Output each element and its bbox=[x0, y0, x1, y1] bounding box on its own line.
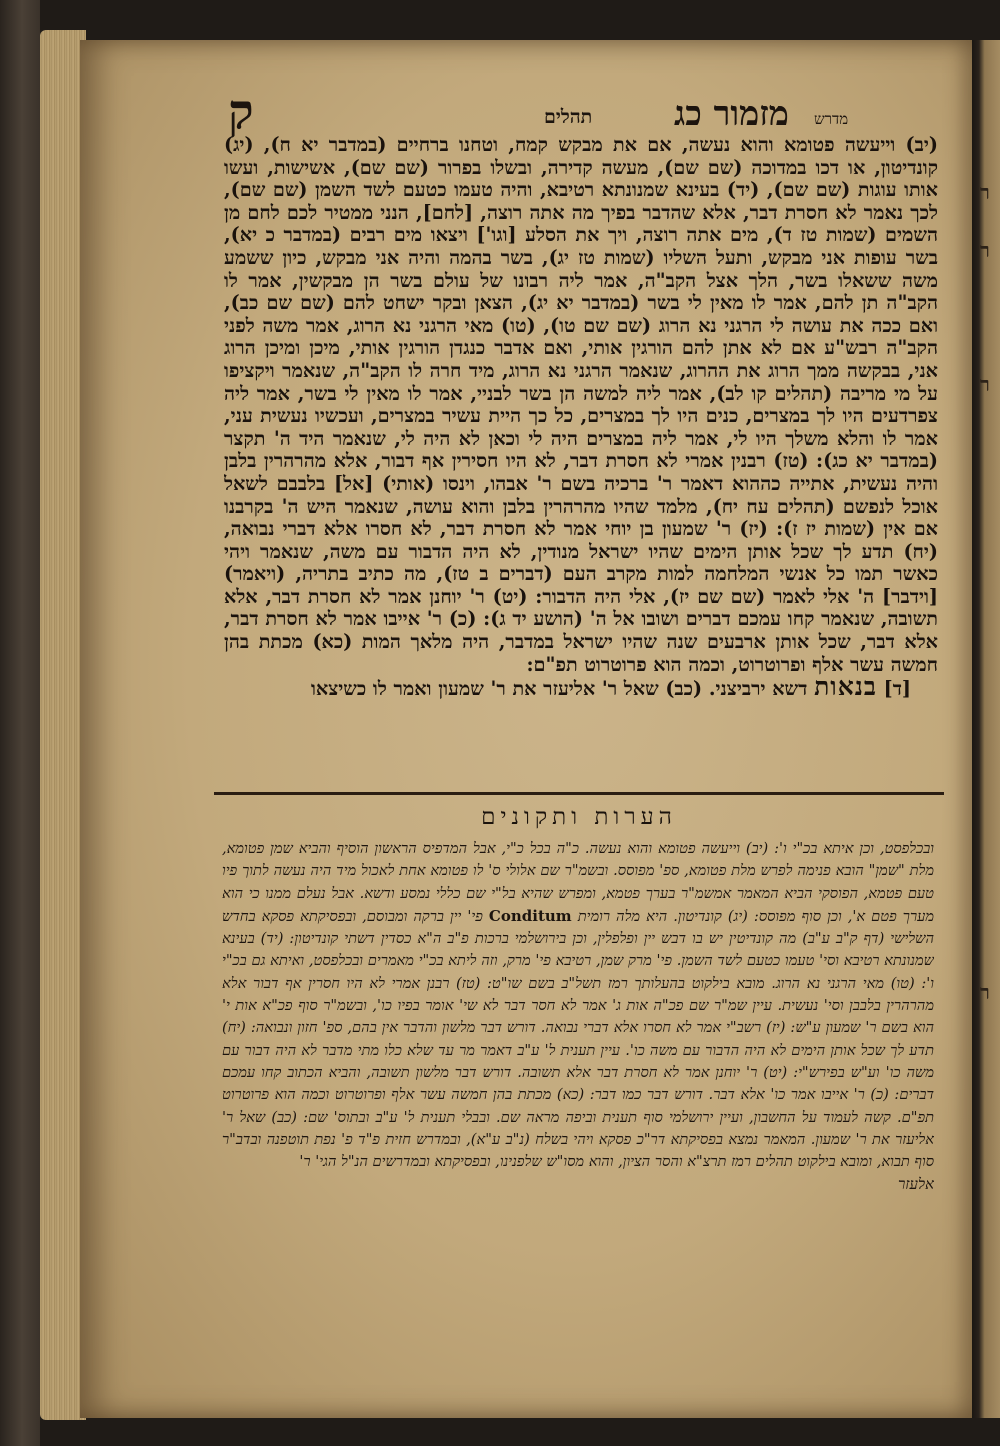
section-divider bbox=[214, 792, 944, 795]
book-title: תהלים bbox=[544, 106, 593, 128]
psalm-title: מזמור כג bbox=[674, 94, 789, 134]
adjacent-page-glyph: ר bbox=[980, 980, 990, 1004]
page-number: ק bbox=[228, 84, 254, 140]
adjacent-page-glyph: ר bbox=[980, 180, 990, 204]
section-marker: [ד] bbox=[883, 677, 912, 701]
section-label: מדרש bbox=[814, 110, 849, 128]
notes-text-part-2: פי' יין ברקה ומבוסם, ובפסיקתא פסקא בחדש השלישי (דף ק"ב ע"ב) מה קונדיטין יש בו דבש יין ופלפלין, וכן בירושלמי ברכות פ"ב ה"א כסדין דשתי קונדיטון: (יד) בעינא שמנונתא רטיבא וסי' טעמו כטעם לשד השמן. פי' מרק שמן, רטיבא פי' מרק, וזה ליתא בכ"י מאמרים ובכלפסט, ואיתא גם בכ"י ו': (טו) מאי הרגני נא הרוג. מובא בילקוט בהעלותך רמז תשל"ב בשם שו"ט: (טז) רבנן אמרי לא היו חסרין אף דבור אלא מהרהרין בלבבן וסי' נעשית. עיין שמ"ר שם פכ"ה אות ג' אמר לא חסר דבר לא שי' אומר בפיו כו', ובשמ"ר סוף פכ"א אות י' הוא בשם ר' שמעון ע"ש: (יז) רשב"י אמר לא חסרו אלא דברי נבואה. דורש דבר מלשון והדבר אין בהם, ספ' חזון ונבואה: (יח) תדע לך שכל אותן הימים לא היה הדבור עם משה כו'. עיין תענית ל' ע"ב דאמר מר עד שלא כלו מתי מדבר לא היה דבור עם משה כו' וע"ש בפירש"י: (יט) ר' יוחנן אמר לא חסרת דבר אלא תשובה. דורש דבר מלשון תשובה, והביא הכתוב קחו עמכם דברים: (כ) ר' אייבו אמר כו' אלא דבר. דורש דבר כמו דבר: (כא) מכתת בהן חמשה עשר אלף ופרוטרוט וכמה הוא פרוטרוט תפ"ם. קשה לעמוד על החשבון, ועיין ירושלמי סוף תענית וביפה מראה שם. ובבלי תענית ל' ע"ב ובתוס' שם: (כב) שאל ר' אליעזר את ר' שמעון. המאמר נמצא בפסיקתא דר"כ פסקא ויהי בשלח (נ"ב ע"א), ובמדרש חזית פ"ד פ' נפת תוטפנה ובדב"ר סוף תבוא, ומובא בילקוט תהלים רמז תרצ"א והסר הציון, והוא מסו"ש שלפנינו, ובפסיקתא ובמדרשים הנ"ל הגי' ר' bbox=[222, 907, 934, 1171]
adjacent-page-glyph: ר bbox=[980, 372, 990, 396]
notes-body bbox=[222, 838, 934, 1262]
notes-text-part-1: ובכלפסט, וכן איתא בכ"י ו': (יב) וייעשה פטומא והוא נעשה. כ"ה בכל כ"י, אבל המדפיס הראשון הוסיף והביא שמן פטומא, מלת "שמן" הובא פנימה לפרש מלת פטומא, ספ' מפוסס. ובשמ"ר שם אלולי ס' לו פטומא אחת לאכול מיד היה נעשה לתוך פיו טעם פטמא, הפוסקי הביא המאמר אמשמ"ר בערך פטמא, ומפרש שהיא בל"י שם כללי נמסע ודשא. אבל נעלם ממנו כי הוא מערך פטם א', וכן סוף מפוסס: (יג) קונדיטון. היא מלה רומית bbox=[222, 840, 934, 925]
main-text bbox=[224, 134, 938, 772]
latin-term: Conditum bbox=[488, 906, 572, 925]
closing-text: דשא ירביצני. (כב) שאל ר' אליעזר את ר' שמעון ואמר לו כשיצאו bbox=[310, 677, 808, 701]
book-spine bbox=[0, 0, 40, 1446]
main-paragraph: (יב) וייעשה פטומא והוא נעשה, אם את מבקש קמח, וטחנו ברחיים (במדבר יא ח), (יג) קונדיטון, או דכו במדוכה (שם שם), מעשה קדירה, ובשלו בפרור (שם שם), אשישות, ועשו אותו עוגות (שם שם), (יד) בעינא שמנונתא רטיבא, והיה טעמו כטעם לשד השמן (שם שם), לכך נאמר לא חסרת דבר, אלא שהדבר בפיך מה אתה רוצה, [לחם], הנני ממטיר לכם לחם מן השמים (שמות טז ד), מים אתה רוצה, ויך את הסלע [וגו'] ויצאו מים רבים (במדבר כ יא), בשר עופות אני מבקש, ותעל השליו (שמות טז יג), בשר בהמה והיה אני מבקש, כיון ששמע משה ששאלו בשר, הלך אצל הקב"ה, אמר ליה רבונו של עולם בשר הן מבקשין, אמר לו הקב"ה תן להם, אמר לו מאין לי בשר (במדבר יא יג), הצאן ובקר ישחט להם (שם שם כב), ואם ככה את עושה לי הרגני נא הרוג (שם שם טו), (טו) מאי הרגני נא הרוג, אמר משה לפני הקב"ה רבש"ע אם לא אתן להם הורגין אותי, ואם אדבר כנגדן הורגין אותי, מיכן ומיכן הרוג אני, בבקשה ממך הרוג את ההרוג, שנאמר הרגני נא הרוג, מיד חרה לו הקב"ה, שנאמר ויקציפו על מי מריבה (תהלים קו לב), אמר ליה למשה הן בשר לבניי, אמר לו מאין לי בשר, אמר ליה צפרדעים היו לך במצרים, כנים היו לך במצרים, כל כך היית עשיר במצרים, ועכשיו נעשית עני, אמר לו והלא משלך היו לי, אמר ליה במצרים היה לי וכאן לא היה לי, שנאמר היד ה' תקצר (במדבר יא כג): (טז) רבנין אמרי לא חסרת דבר, לא היו חסירין אף דבור, אלא מהרהרין בלבן והיה נעשית, אתייה כההוא דאמר ר' ברכיה בשם ר' אבהו, וינסו (אותי) [אל] בלבבם לשאל אוכל לנפשם (תהלים עח יח), מלמד שהיו מהרהרין בלבן והוא עושה, שנאמר היש ה' בקרבנו אם אין (שמות יז ז): (יז) ר' שמעון בן יוחי אמר לא חסרת דבר, לא חסרו אלא דברי נבואה, (יח) תדע לך שכל אותן הימים שהיו ישראל מנודין, לא היה הדבור עם משה, שנאמר ויהי כאשר תמו כל אנשי המלחמה למות מקרב העם (דברים ב טז), מה כתיב בתריה, (ויאמר) [וידבר] ה' אלי לאמר (שם שם יז), אלי היה הדבור: (יט) ר' יוחנן אמר לא חסרת דבר, אלא תשובה, שנאמר קחו עמכם דברים ושובו אל ה' (הושע יד ג): (כ) ר' אייבו אמר לא חסרת דבר, אלא דבר, שכל אותן ארבעים שנה שהיו ישראל במדבר, היה מלאך המות (כא) מכתת בהן חמשה עשר אלף ופרוטרוט, וכמה הוא פרוטרוט תפ"ם: bbox=[224, 134, 938, 676]
notes-last-word: אלעזר bbox=[897, 1175, 934, 1194]
adjacent-page-glyph: ר bbox=[980, 238, 990, 262]
lemma-heading: בנאות bbox=[814, 672, 877, 702]
notes-heading: הערות ותקונים bbox=[481, 804, 677, 830]
closing-line bbox=[224, 672, 938, 702]
